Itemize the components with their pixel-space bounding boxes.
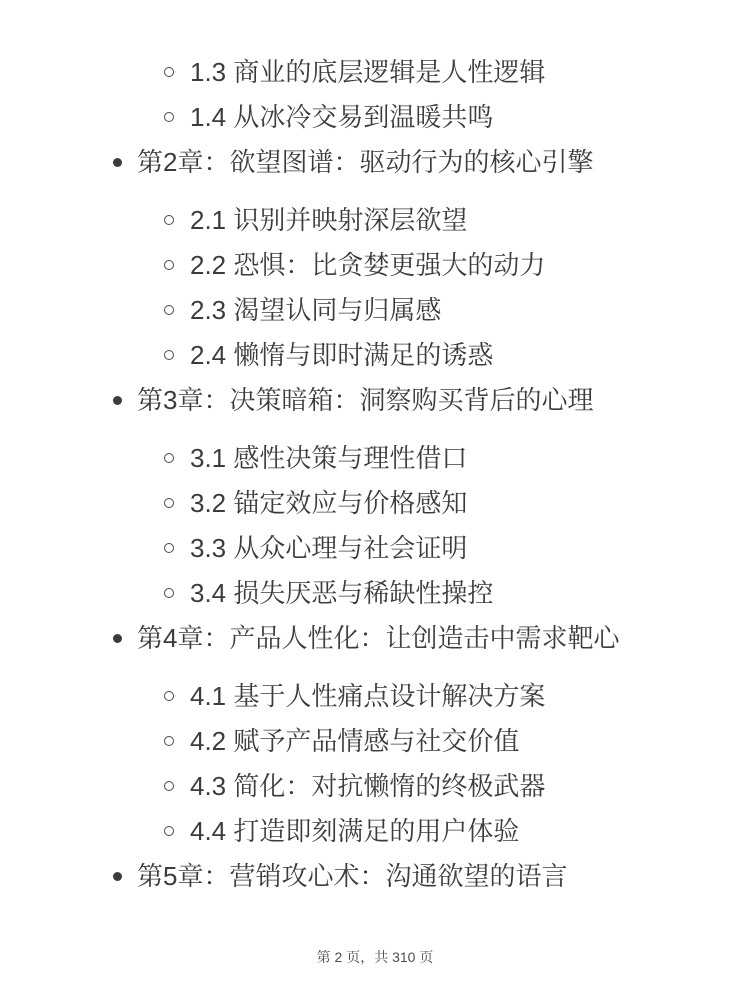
filled-bullet-icon	[113, 872, 122, 881]
toc-chapter-label: 第2章：欲望图谱：驱动行为的核心引擎	[137, 147, 594, 177]
toc-chapter-label: 第4章：产品人性化：让创造击中需求靶心	[137, 623, 620, 653]
toc-subitem	[0, 683, 750, 709]
toc-subitem	[0, 59, 750, 85]
hollow-bullet-icon	[164, 112, 174, 122]
page-footer: 第 2 页，共 310 页	[316, 949, 434, 965]
hollow-bullet-icon	[164, 543, 174, 553]
toc-subitem	[0, 728, 750, 754]
hollow-bullet-icon	[164, 215, 174, 225]
hollow-bullet-icon	[164, 691, 174, 701]
toc-chapter-label: 第5章：营销攻心术：沟通欲望的语言	[137, 861, 568, 891]
toc-subitem-label: 1.3 商业的底层逻辑是人性逻辑	[190, 57, 546, 87]
toc-subitem	[0, 342, 750, 368]
toc-subitem	[0, 773, 750, 799]
hollow-bullet-icon	[164, 260, 174, 270]
filled-bullet-icon	[113, 634, 122, 643]
toc-subitem-label: 3.2 锚定效应与价格感知	[190, 488, 468, 518]
filled-bullet-icon	[113, 396, 122, 405]
toc-chapter-label: 第3章：决策暗箱：洞察购买背后的心理	[137, 385, 594, 415]
toc-subitem-label: 2.3 渴望认同与归属感	[190, 295, 442, 325]
hollow-bullet-icon	[164, 781, 174, 791]
toc-subitem-label: 4.2 赋予产品情感与社交价值	[190, 726, 520, 756]
toc-subitem	[0, 490, 750, 516]
toc-subitem-label: 3.4 损失厌恶与稀缺性操控	[190, 578, 494, 608]
toc-subitem	[0, 104, 750, 130]
toc-subitem-label: 2.2 恐惧：比贪婪更强大的动力	[190, 250, 546, 280]
filled-bullet-icon	[113, 158, 122, 167]
hollow-bullet-icon	[164, 67, 174, 77]
toc-subitem-label: 3.3 从众心理与社会证明	[190, 533, 468, 563]
hollow-bullet-icon	[164, 588, 174, 598]
hollow-bullet-icon	[164, 736, 174, 746]
hollow-bullet-icon	[164, 305, 174, 315]
toc-subitem-label: 4.3 简化：对抗懒惰的终极武器	[190, 771, 546, 801]
toc-subitem	[0, 207, 750, 233]
toc-subitem	[0, 580, 750, 606]
toc-chapter	[0, 625, 750, 651]
hollow-bullet-icon	[164, 826, 174, 836]
toc-subitem-label: 4.4 打造即刻满足的用户体验	[190, 816, 520, 846]
toc-subitem	[0, 535, 750, 561]
toc-subitem-label: 3.1 感性决策与理性借口	[190, 443, 468, 473]
toc-chapter	[0, 149, 750, 175]
hollow-bullet-icon	[164, 498, 174, 508]
toc-subitem-label: 2.1 识别并映射深层欲望	[190, 205, 468, 235]
toc-subitem-label: 2.4 懒惰与即时满足的诱惑	[190, 340, 494, 370]
toc-subitem	[0, 818, 750, 844]
toc-subitem	[0, 445, 750, 471]
hollow-bullet-icon	[164, 453, 174, 463]
toc-chapter	[0, 387, 750, 413]
toc-subitem-label: 4.1 基于人性痛点设计解决方案	[190, 681, 546, 711]
hollow-bullet-icon	[164, 350, 174, 360]
toc-subitem	[0, 297, 750, 323]
toc-chapter	[0, 863, 750, 889]
toc-subitem-label: 1.4 从冰冷交易到温暖共鸣	[190, 102, 494, 132]
toc-subitem	[0, 252, 750, 278]
